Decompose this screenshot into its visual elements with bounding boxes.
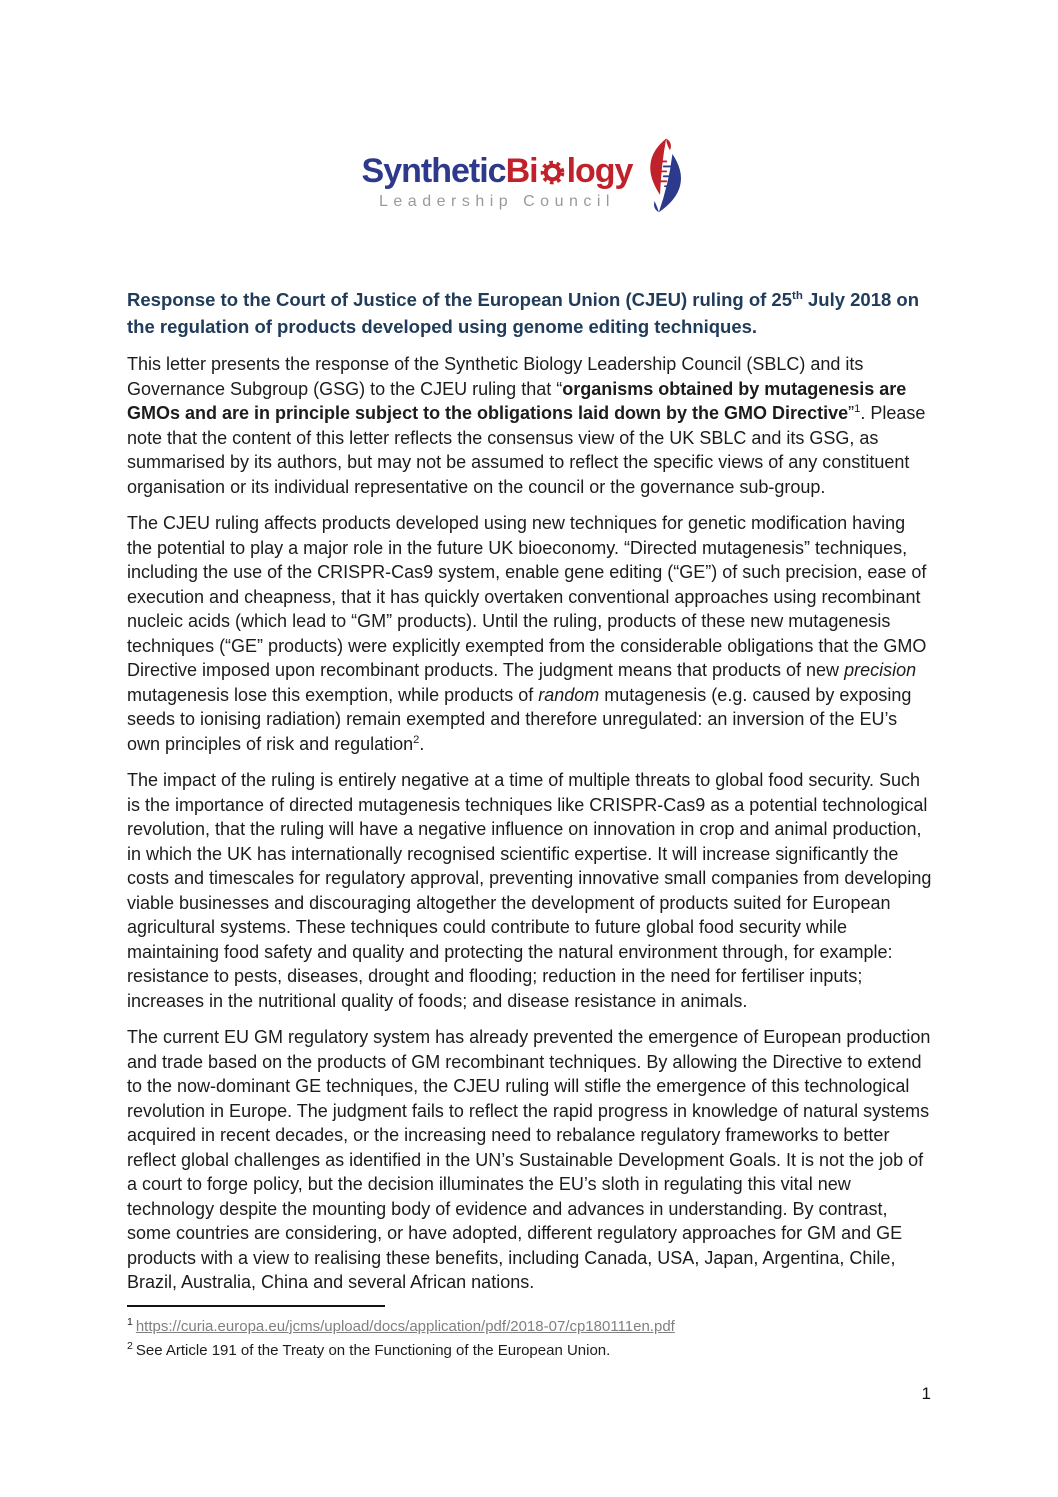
paragraph-3: The impact of the ruling is entirely negative at a time of multiple threats to global food security. Such is the importance of directed mutagenesis techniques like CRISPR-Cas9 as a potential technological revolution, that the ruling will have a negative influence on innovation in crop and animal production, in which the UK has internationally recognised scientific expertise. It will increase significantly the costs and timescales for regulatory approval, preventing innovative small companies from developing viable businesses and discouraging altogether the development of products suited for European agricultural systems. These techniques could contribute to future global food security while maintaining food safety and quality and protecting the natural environment through, for example: resistance to pests, diseases, drought and flooding; reduction in the need for fertiliser inputs; increases in the nutritional quality of foods; and disease resistance in animals. — [127, 770, 932, 1011]
paragraph-4: The current EU GM regulatory system has already prevented the emergence of European production and trade based on the products of GM recombinant techniques. By allowing the Directive to extend to the now-dominant GE techniques, the CJEU ruling will stifle the emergence of this technological revolution in Europe. The judgment fails to reflect the rapid progress in knowledge of natural systems acquired in recent decades, or the increasing need to rebalance regulatory frameworks to better reflect global challenges as identified in the UN’s Sustainable Development Goals. It is not the job of a court to forge policy, but the decision illuminates the EU’s sloth in regulating this vital new technology despite the mounting body of evidence and advances in understanding. By contrast, some countries are considering, or have adopted, different regulatory approaches for GM and GE products with a view to realising these benefits, including Canada, USA, Japan, Argentina, Chile, Brazil, Australia, China and several African nations. — [127, 1027, 931, 1292]
paragraph-1-bold-quote: organisms obtained by mutagenesis are GMOs and are in principle subject to the obligations laid down by the GMO Directive — [127, 378, 907, 423]
footnote-1-marker: 1 — [127, 1316, 133, 1328]
paragraph-2-text: The CJEU ruling affects products developed using new techniques for genetic modification having the potential to play a major role in the future UK bioeconomy. “Directed mutagenesis” techniques, including the use of the CRISPR-Cas9 system, enable gene editing (“GE”) of such precision, ease of execution and cheapness, that it has quickly overtaken conventional approaches using recombinant nucleic acids (which lead to “GM” products). Until the ruling, products of these new mutagenesis techniques (“GE” products) were explicitly exempted from the considerable obligations that the GMO Directive imposed upon recombinant products. The judgment means that products of new — [127, 513, 927, 680]
paragraph-2-text: mutagenesis (e.g. caused by exposing seeds to ionising radiation) remain exempted and therefore unregulated: an inversion of the EU’s own principles of risk and regulation — [127, 684, 912, 754]
document-title — [127, 286, 933, 340]
footnote-2-marker: 2 — [127, 1340, 133, 1352]
logo-word-synthetic: Synthetic — [361, 152, 506, 190]
footnote-1 — [127, 1315, 933, 1339]
logo-wordmark — [362, 154, 633, 211]
dna-helix-icon — [634, 126, 696, 236]
footnote-ref-1: 1 — [854, 403, 861, 415]
footnote-1-link[interactable]: https://curia.europa.eu/jcms/upload/docs/application/pdf/2018-07/cp180111en.pdf — [135, 1318, 675, 1335]
logo-subtitle: Leadership Council — [379, 193, 615, 210]
footnote-ref-2: 2 — [413, 733, 420, 746]
logo-word-biology-start: Bi — [505, 152, 538, 190]
paragraph-2-text: mutagenesis lose this exemption, while products of — [127, 684, 539, 705]
paragraph-1-text: . Please note that the content of this letter reflects the consensus view of the UK SBLC and its GSG, as summarised by its authors, but may not be assumed to reflect the specific views of any constituent organisation or its individual representative on the council or the governance sub-group. — [127, 403, 926, 497]
footnotes — [127, 1305, 933, 1363]
title-text-end: July 2018 on the regulation of products developed using genome editing techniques. — [127, 289, 920, 337]
gear-icon — [539, 158, 566, 185]
document-body — [127, 286, 933, 1307]
title-superscript: th — [792, 289, 803, 302]
paragraph-2-text: . — [419, 733, 425, 754]
logo-wordmark-text — [362, 154, 633, 188]
paragraph-1 — [127, 352, 933, 499]
paragraph-1-text: This letter presents the response of the Synthetic Biology Leadership Council (SBLC) and its Governance Subgroup (GSG) to the CJEU ruling that “ — [127, 354, 864, 399]
logo — [0, 126, 1058, 236]
footnote-2-text: See Article 191 of the Treaty on the Functioning of the European Union. — [135, 1342, 611, 1359]
footnote-separator — [127, 1305, 385, 1307]
paragraph-2-italic-random: random — [538, 684, 600, 705]
paragraph-2-italic-precision: precision — [844, 660, 917, 680]
title-text: Response to the Court of Justice of the European Union (CJEU) ruling of 25 — [127, 289, 793, 310]
logo-word-biology-end: logy — [566, 152, 633, 190]
paragraph-2 — [127, 511, 933, 756]
footnote-2 — [127, 1339, 933, 1363]
page-number: 1 — [921, 1384, 931, 1403]
paragraph-1-text: ” — [848, 403, 855, 423]
